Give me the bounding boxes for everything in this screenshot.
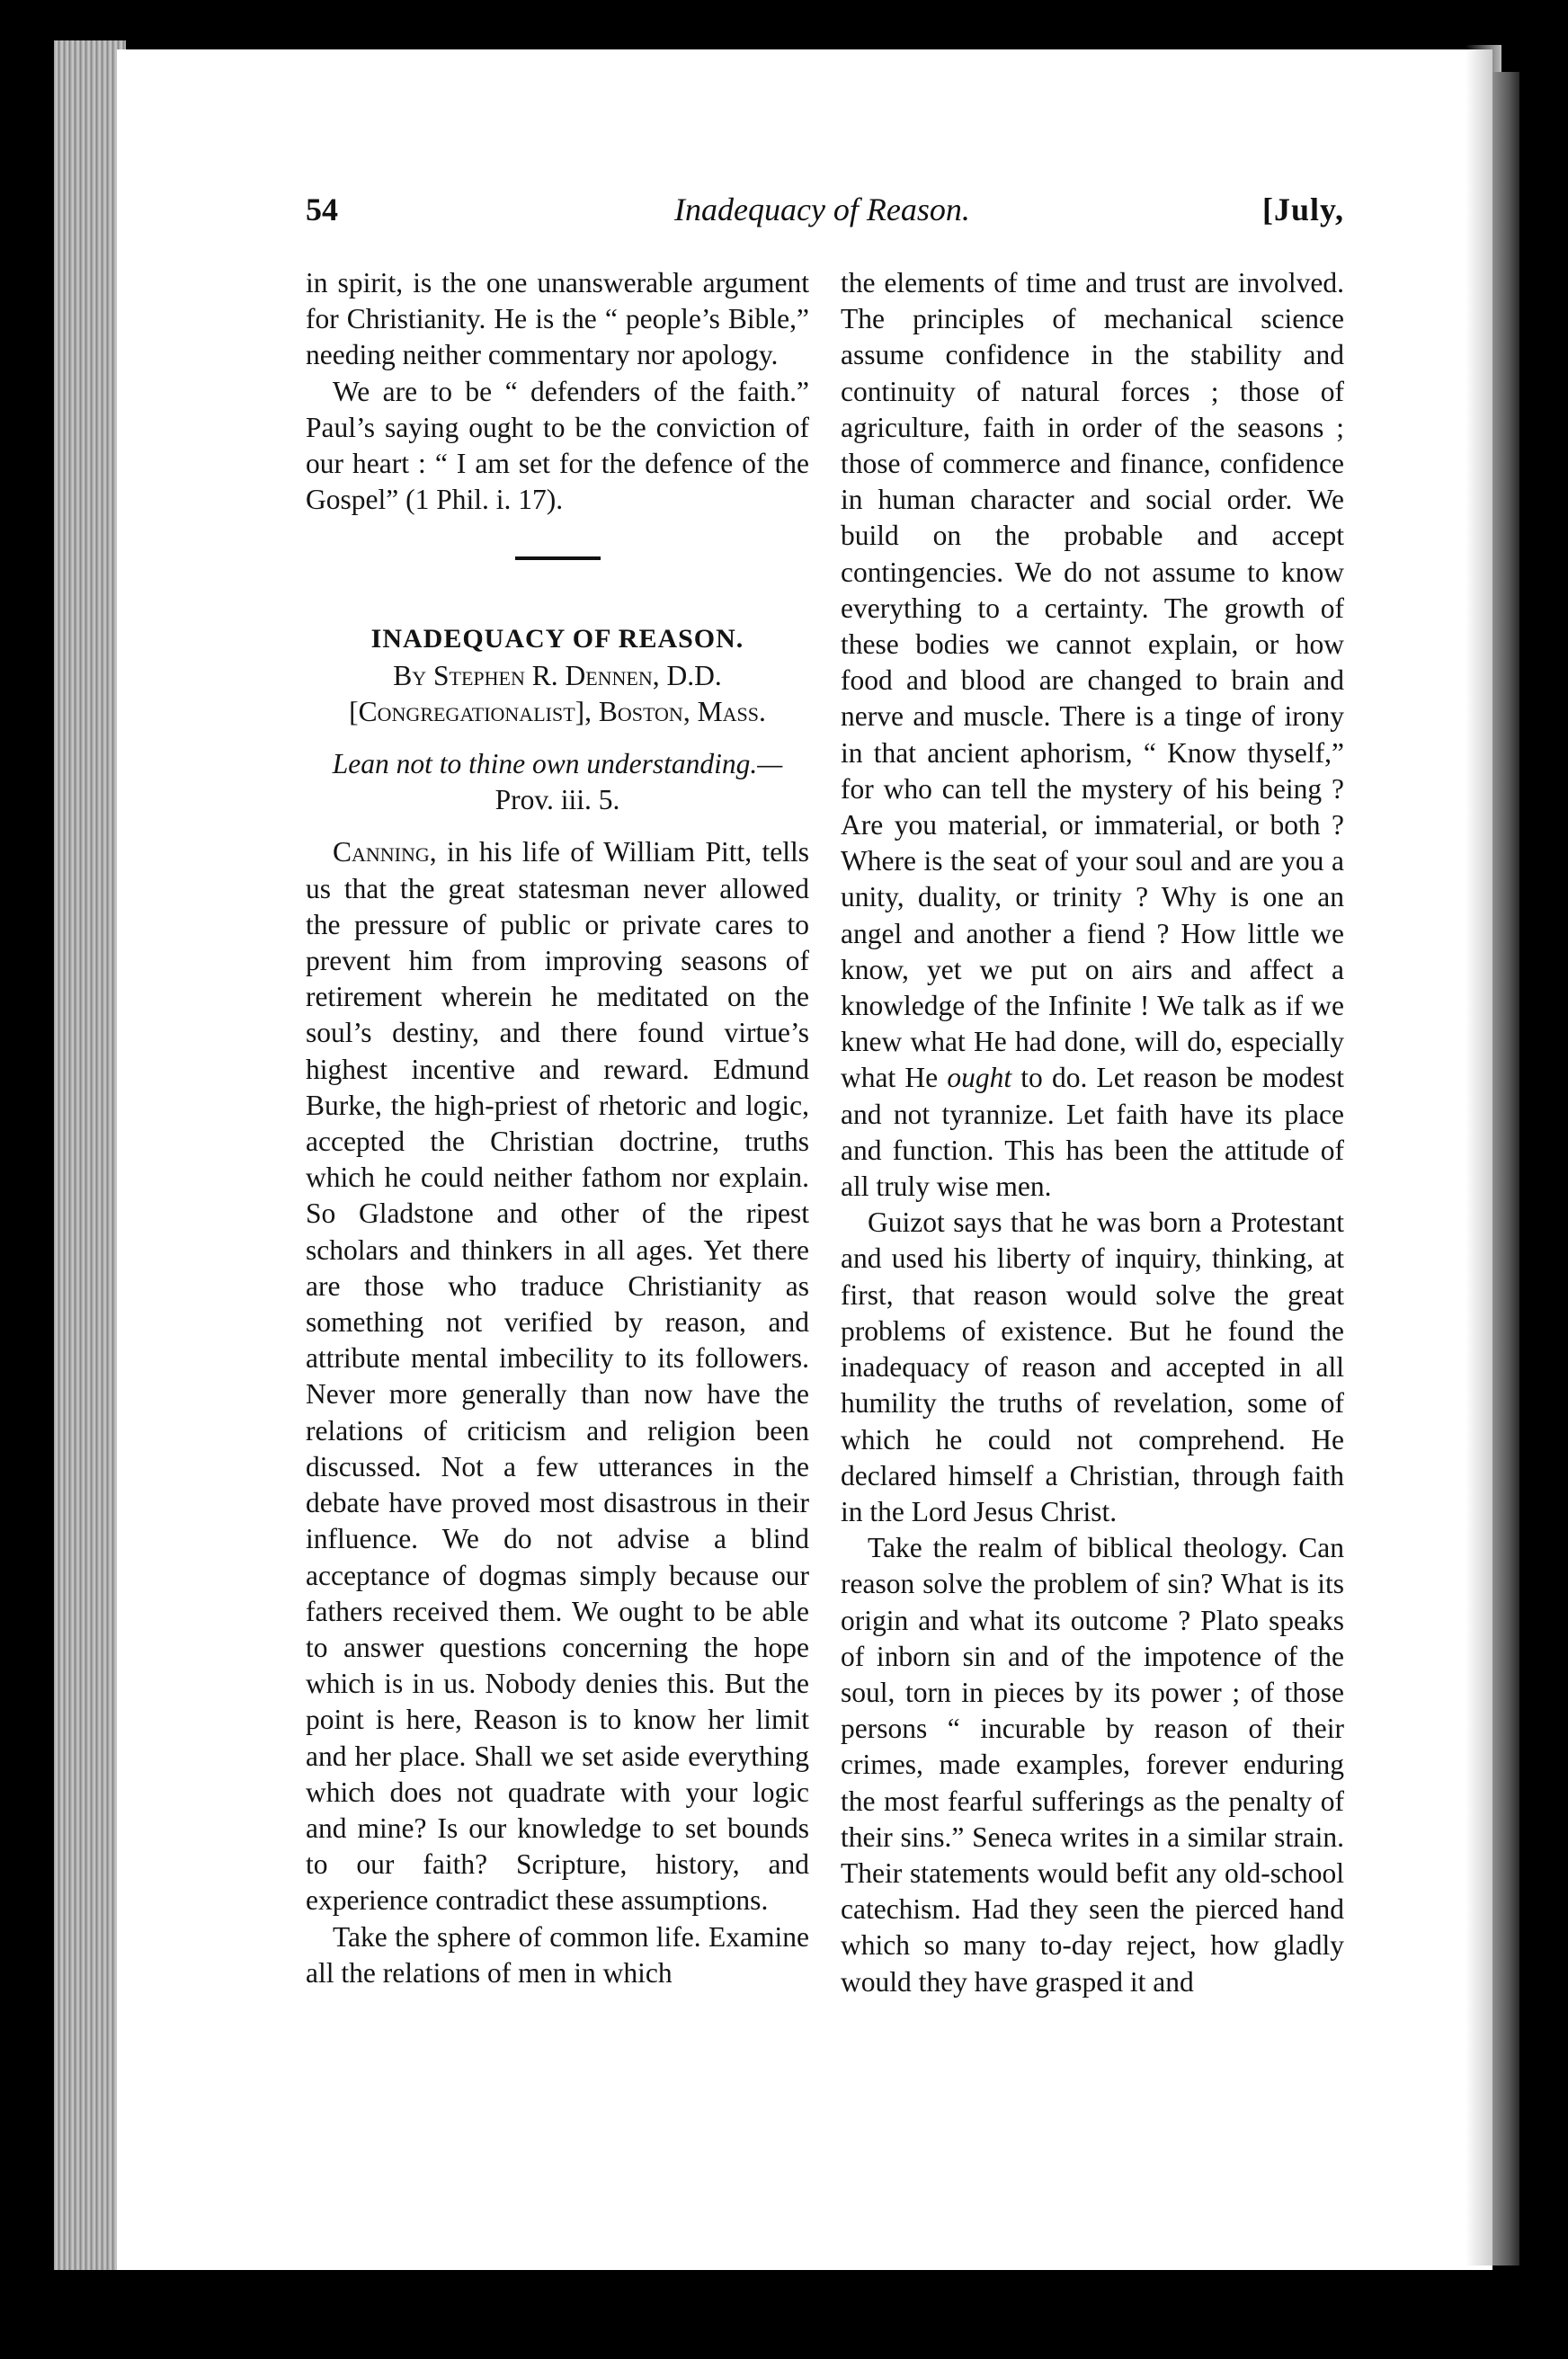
paragraph-text: to do. Let reason be modest and not tyrannize. Let faith have its place and function. This has been the attitude of all truly wise men. [841, 1062, 1344, 1203]
paragraph: Guizot says that he was born a Protestant and used his liberty of inquiry, thinking, at first, that reason would solve the great problems of existence. But he found the inadequacy of reason and accepted in all humility the truths of revelation, some of which he could not comprehend. He declared himself a Christian, through faith in the Lord Jesus Christ. [841, 1206, 1344, 1527]
paragraph: Take the realm of biblical theology. Can reason solve the problem of sin? What is its origin and what its outcome ? Plato speaks of inborn sin and of the impotence of the soul, torn in pieces by its power ; of those persons “ incurable by reason of their crimes, made examples, forever enduring the most fearful sufferings as the penalty of their sins.” Seneca writes in a similar strain. Their statements would befit any old-school catechism. Had they seen the pierced hand which so many to-day reject, how gladly would they have grasped it and [841, 1532, 1344, 1998]
emphasis: ought [947, 1062, 1012, 1094]
article-title: INADEQUACY OF REASON. [370, 624, 744, 654]
epigraph [306, 746, 809, 818]
paragraph-text: the elements of time and trust are involved. The principles of mechanical science assume confidence in the stability and continuity of natural forces ; those of agriculture, faith in order of the seasons ; those of commerce and finance, confidence in human character and social order. We build on the probable and accept contingencies. We do not assume to know everything to a certainty. The growth of these bodies we cannot explain, or how food and blood are changed to brain and nerve and muscle. There is a tinge of irony in that ancient aphorism, “ Know thyself,” for who can tell the mystery of his being ? Are you material, or immaterial, or both ? Where is the seat of your soul and are you a unity, duality, or trinity ? Why is one an angel and another a fiend ? How little we know, yet we put on airs and affect a knowledge of the Infinite ! We talk as if we knew what He had done, will do, especially what He [841, 267, 1344, 1094]
paragraph-text: in his life of William Pitt, tells us that the great statesman never allowed the pressure of public or private cares to prevent him from improving seasons of retirement wherein he meditated on the soul’s destiny, and there found virtue’s highest incentive and reward. Edmund Burke, the high-priest of rhetoric and logic, accepted the Christian doctrine, truths which he could neither fathom nor explain. So Gladstone and other of the ripest scholars and thinkers in all ages. Yet there are those who traduce Christianity as something not verified by reason, and attribute mental imbecility to its followers. Never more generally than now have the relations of criticism and religion been discussed. Not a few utterances in the debate have proved most disastrous in their influence. We do not advise a blind acceptance of dogmas simply because our fathers received them. We ought to be able to answer questions concerning the hope which is in us. Nobody denies this. But the point is here, Reason is to know her limit and her place. Shall we set aside everything which does not quadrate with your logic and mine? Is our knowledge to set bounds to our faith? Scripture, history, and experience contradict these assumptions. [306, 836, 809, 1917]
header-month: [July, [1261, 191, 1344, 227]
right-column [841, 265, 1344, 2198]
epigraph-quote: Lean not to thine own understanding.— [332, 748, 783, 780]
paragraph [306, 834, 809, 1918]
lead-word: Canning, [333, 836, 437, 868]
section-divider [515, 556, 601, 560]
paragraph: Take the sphere of common life. Examine all the relations of men in which [306, 1920, 809, 1989]
left-column [306, 265, 809, 2198]
page-edge [54, 40, 126, 2270]
paragraph: We are to be “ defenders of the faith.” Paul’s saying ought to be the conviction of our heart : “ I am set for the defence of the Gospel” (1 Phil. i. 17). [306, 375, 809, 516]
article-byline: By Stephen R. Dennen, D.D. [Congregationalist], Boston, Mass. [349, 659, 766, 727]
epigraph-reference: Prov. iii. 5. [494, 784, 620, 816]
paragraph: in spirit, is the one unanswerable argument for Christianity. He is the “ people’s Bible,” needing neither commentary nor apology. [306, 267, 809, 371]
paragraph [841, 265, 1344, 1205]
book-gutter [1492, 72, 1519, 2266]
running-title: Inadequacy of Reason. [674, 191, 970, 227]
running-header [306, 191, 1344, 236]
page-number: 54 [306, 191, 338, 227]
